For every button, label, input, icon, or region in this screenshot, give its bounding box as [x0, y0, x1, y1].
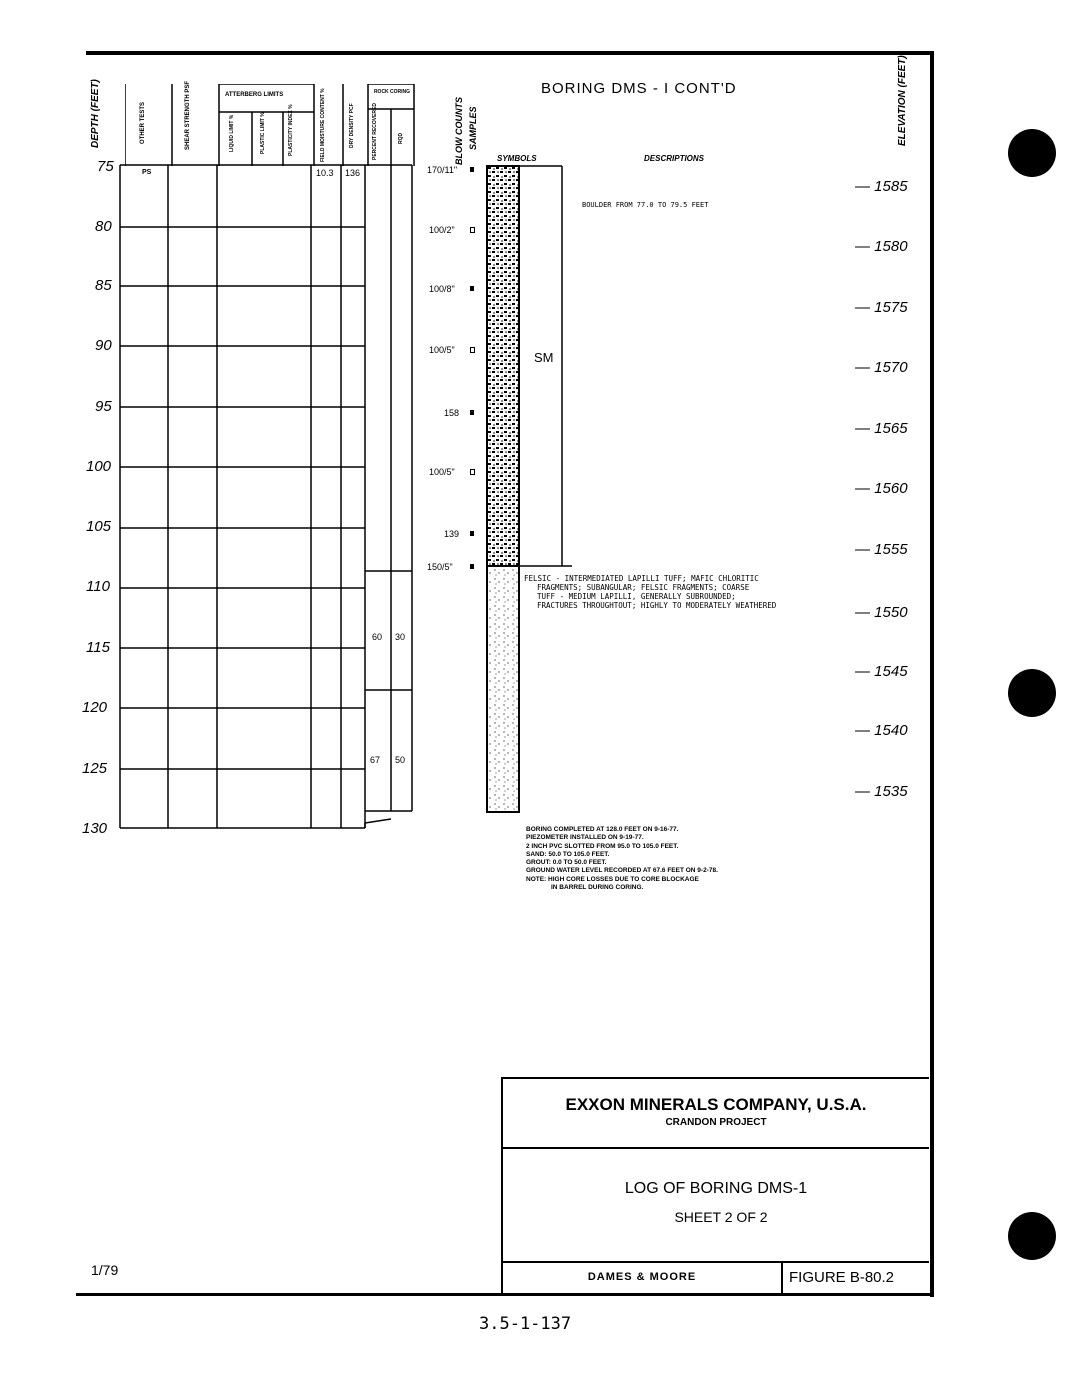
col-plastic-limit: PLASTIC LIMIT %: [260, 112, 266, 154]
blow-count: 139: [444, 529, 460, 539]
title-block-divider: [503, 1261, 929, 1263]
sample-marker: [470, 469, 475, 475]
elevation-tick: — 1585: [855, 178, 908, 195]
sample-marker: [470, 531, 474, 536]
firm-name: DAMES & MOORE: [587, 1271, 697, 1283]
note-line: PIEZOMETER INSTALLED ON 9-19-77.: [526, 834, 644, 842]
samples-label: SAMPLES: [468, 106, 478, 150]
sample-marker: [470, 410, 474, 415]
depth-tick: 115: [86, 639, 110, 656]
depth-tick: 80: [95, 218, 112, 235]
elevation-tick: — 1560: [855, 480, 908, 497]
boring-notes: [526, 826, 718, 892]
depth-tick: 85: [95, 277, 112, 294]
col-liquid-limit: LIQUID LIMIT %: [229, 114, 235, 152]
blow-count: 170/11": [427, 165, 458, 175]
elevation-tick: — 1555: [855, 541, 908, 558]
symbols-label: SYMBOLS: [497, 154, 537, 163]
elevation-tick: — 1535: [855, 783, 908, 800]
note-line: NOTE: HIGH CORE LOSSES DUE TO CORE BLOCKAGE: [526, 875, 699, 883]
col-dry-density: DRY DENSITY PCF: [349, 103, 355, 148]
elevation-tick: — 1570: [855, 359, 908, 376]
boring-title: BORING DMS - I CONT'D: [541, 80, 737, 97]
depth-tick: 110: [86, 578, 110, 595]
note-line: GROUND WATER LEVEL RECORDED AT 67.6 FEET ON 9-2-78.: [526, 867, 718, 875]
blow-count: 100/5": [429, 467, 455, 477]
note-line: BORING COMPLETED AT 128.0 FEET ON 9-16-77.: [526, 826, 679, 833]
column-header-grid: [125, 80, 415, 166]
descriptions-label: DESCRIPTIONS: [644, 154, 705, 163]
col-plasticity-index: PLASTICITY INDEX %: [288, 104, 294, 156]
description-line: FRACTURES THROUGHTOUT; HIGHLY TO MODERATELY WEATHERED: [537, 601, 777, 610]
blow-count: 100/2": [429, 225, 455, 235]
rqd-value-2: 50: [395, 755, 406, 765]
sample-marker: [470, 286, 474, 291]
title-block-divider: [781, 1261, 783, 1295]
blow-count: 150/5": [427, 562, 453, 572]
note-line: IN BARREL DURING CORING.: [551, 884, 644, 892]
depth-label: DEPTH (FEET): [90, 79, 101, 148]
dry-density-value: 136: [345, 168, 361, 178]
title-block: [501, 1077, 929, 1295]
blow-counts-label: BLOW COUNTS: [454, 97, 464, 165]
note-line: SAND: 50.0 TO 105.0 FEET.: [526, 850, 610, 858]
data-grid: [118, 163, 418, 843]
elevation-tick: — 1565: [855, 420, 908, 437]
description-line: TUFF - MEDIUM LAPILLI, GENERALLY SUBROUNDED;: [537, 592, 736, 601]
depth-tick: 90: [95, 337, 112, 354]
elevation-tick: — 1575: [855, 299, 908, 316]
description-line: FRAGMENTS; SUBANGULAR; FELSIC FRAGMENTS; COARSE: [537, 583, 750, 592]
elevation-tick: — 1580: [855, 238, 908, 255]
moisture-value: 10.3: [316, 168, 334, 178]
description-line: FELSIC - INTERMEDIATED LAPILLI TUFF; MAFIC CHLORITIC: [524, 574, 759, 583]
date-code: 1/79: [91, 1262, 119, 1278]
elevation-label: ELEVATION (FEET): [897, 55, 908, 146]
depth-tick: 105: [86, 518, 112, 535]
elevation-tick: — 1550: [855, 604, 908, 621]
depth-tick: 75: [97, 158, 114, 175]
col-rock-coring: ROCK CORING: [373, 89, 411, 95]
sample-marker: [470, 564, 474, 569]
col-other-tests: OTHER TESTS: [140, 101, 146, 144]
description-boulder: BOULDER FROM 77.0 TO 79.5 FEET: [582, 201, 709, 209]
depth-tick: 125: [82, 760, 108, 777]
depth-tick: 120: [82, 699, 108, 716]
rqd-value-1: 30: [395, 632, 406, 642]
recovered-value-2: 67: [370, 755, 381, 765]
col-percent-recovered: PERCENT RECOVERED: [372, 103, 378, 160]
depth-tick: 100: [86, 458, 112, 475]
page-number: 3.5-1-137: [479, 1314, 572, 1334]
sheet-number: SHEET 2 OF 2: [674, 1209, 768, 1225]
blow-count: 100/8": [429, 284, 455, 294]
depth-tick: 130: [82, 820, 108, 837]
sample-marker: [470, 227, 475, 233]
binder-hole: [1008, 129, 1056, 177]
col-shear-strength: SHEAR STRENGTH PSF: [185, 80, 191, 150]
log-title: LOG OF BORING DMS-1: [624, 1180, 808, 1197]
recovered-value-1: 60: [372, 632, 383, 642]
col-moisture: FIELD MOISTURE CONTENT %: [320, 88, 326, 162]
col-atterberg: ATTERBERG LIMITS: [225, 92, 284, 98]
figure-number: FIGURE B-80.2: [789, 1269, 895, 1286]
note-line: 2 INCH PVC SLOTTED FROM 95.0 TO 105.0 FEET.: [526, 842, 679, 850]
soil-symbol-label: SM: [534, 350, 554, 365]
elevation-tick: — 1540: [855, 722, 908, 739]
company-name: EXXON MINERALS COMPANY, U.S.A.: [565, 1095, 867, 1114]
sample-marker: [470, 167, 474, 172]
frame-right: [930, 51, 934, 1297]
sample-marker: [470, 347, 475, 353]
project-name: CRANDON PROJECT: [665, 1117, 767, 1128]
blow-count: 100/5": [429, 345, 455, 355]
title-block-divider: [503, 1147, 929, 1149]
binder-hole: [1008, 1212, 1056, 1260]
boring-symbol-column: [484, 163, 574, 823]
col-rqd: RQD: [398, 132, 404, 144]
frame-top: [86, 51, 934, 55]
depth-tick: 95: [95, 398, 112, 415]
binder-hole: [1008, 669, 1056, 717]
elevation-tick: — 1545: [855, 663, 908, 680]
blow-count: 158: [444, 408, 460, 418]
note-line: GROUT: 0.0 TO 50.0 FEET.: [526, 859, 607, 867]
other-tests-value: PS: [142, 169, 152, 176]
